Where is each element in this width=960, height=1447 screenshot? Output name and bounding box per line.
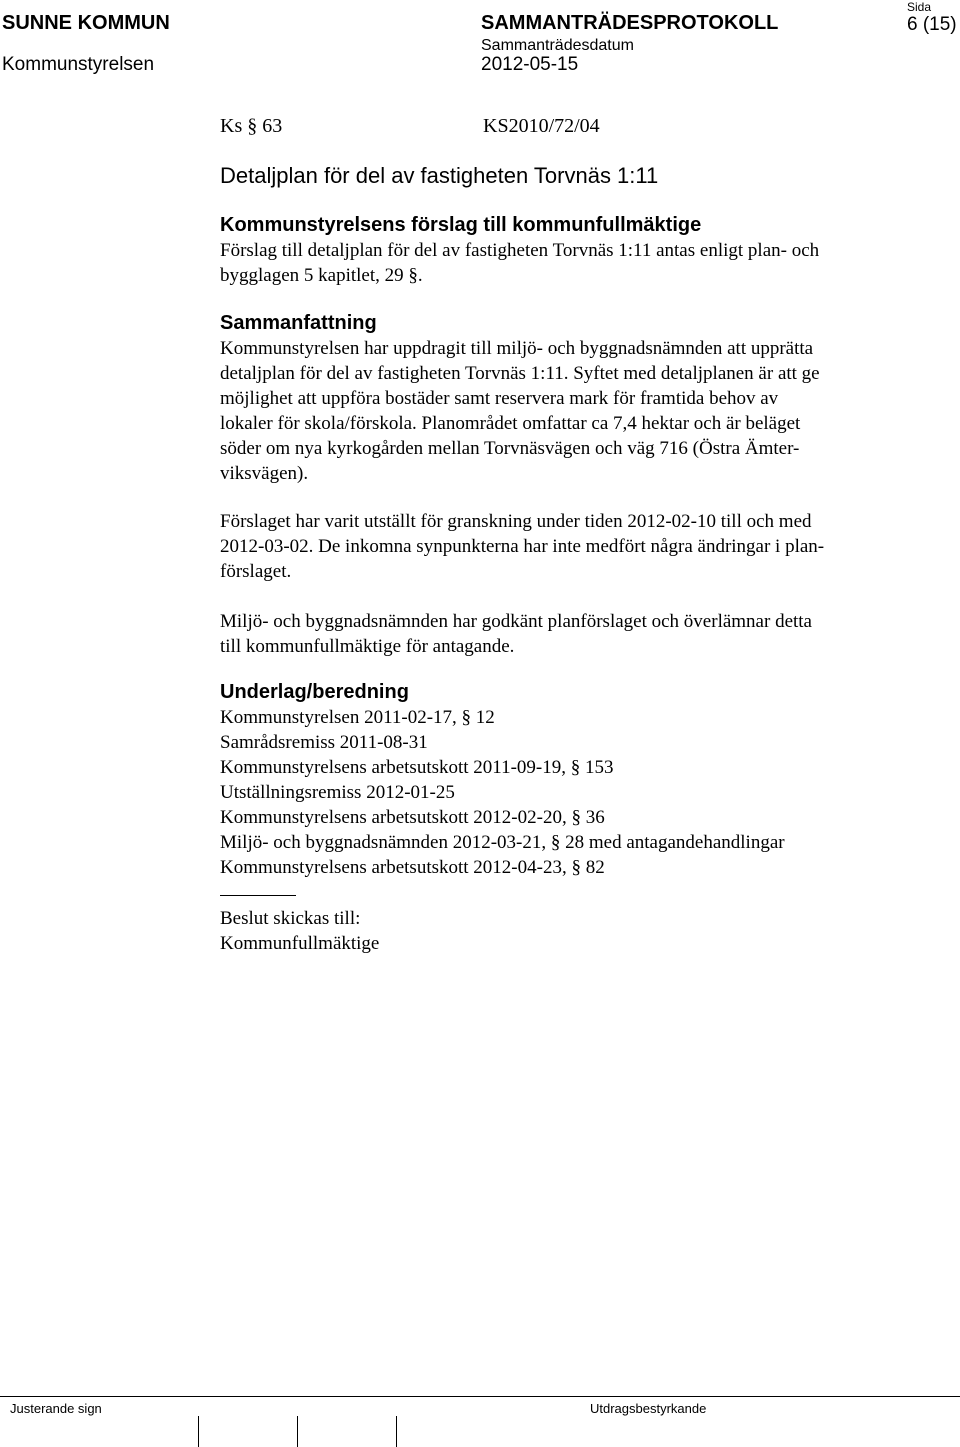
case-number: KS2010/72/04 (483, 115, 600, 137)
basis-item: Miljö- och byggnadsnämnden 2012-03-21, § 28 med antagandehandlingar (220, 832, 785, 853)
summary-section (220, 311, 940, 486)
signature-box-divider (297, 1416, 298, 1447)
extract-certification-label: Utdragsbestyrkande (590, 1401, 707, 1416)
summary-text-line: förslaget. (220, 561, 292, 582)
basis-heading: Underlag/beredning (220, 681, 409, 703)
summary-text-line: 2012-03-02. De inkomna synpunkterna har inte medfört några ändringar i plan- (220, 536, 825, 557)
basis-section (220, 680, 940, 880)
page-label: Sida (907, 0, 932, 14)
distribution-section (220, 906, 940, 956)
summary-text-line: möjlighet att uppföra bostäder samt reservera mark för framtida behov av (220, 388, 779, 409)
signature-box-divider (198, 1416, 199, 1447)
summary-text-line: lokaler för skola/förskola. Planområdet omfattar ca 7,4 hektar och är beläget (220, 413, 801, 434)
summary-paragraph-approval (220, 609, 940, 659)
summary-text-line: till kommunfullmäktige för antagande. (220, 636, 515, 657)
page-number: 6 (15) (907, 14, 957, 35)
org-name: SUNNE KOMMUN (2, 12, 170, 34)
distribution-label: Beslut skickas till: (220, 908, 361, 929)
document-type: SAMMANTRÄDESPROTOKOLL (481, 12, 779, 34)
basis-item: Samrådsremiss 2011-08-31 (220, 732, 428, 753)
summary-text-line: detaljplan för del av fastigheten Torvnäs 1:11. Syftet med detaljplanen är att ge (220, 363, 820, 384)
summary-paragraph-review (220, 509, 940, 584)
proposal-heading: Kommunstyrelsens förslag till kommunfullmäktige (220, 214, 702, 236)
distribution-recipient: Kommunfullmäktige (220, 933, 380, 954)
proposal-text-line: bygglagen 5 kapitlet, 29 §. (220, 265, 423, 286)
summary-text-line: Förslaget har varit utställt för granskning under tiden 2012-02-10 till och med (220, 511, 812, 532)
summary-heading: Sammanfattning (220, 312, 377, 334)
committee-name: Kommunstyrelsen (2, 54, 155, 75)
summary-text-line: Kommunstyrelsen har uppdragit till miljö- och byggnadsnämnden att upprätta (220, 338, 814, 359)
adjuster-signature-label: Justerande sign (10, 1401, 102, 1416)
meeting-date: 2012-05-15 (481, 54, 579, 75)
proposal-section (220, 213, 940, 288)
basis-item: Utställningsremiss 2012-01-25 (220, 782, 455, 803)
basis-item: Kommunstyrelsens arbetsutskott 2012-02-20, § 36 (220, 807, 605, 828)
meeting-date-label: Sammanträdesdatum (481, 37, 634, 54)
basis-item: Kommunstyrelsens arbetsutskott 2011-09-19, § 153 (220, 757, 614, 778)
basis-item: Kommunstyrelsens arbetsutskott 2012-04-23, § 82 (220, 857, 605, 878)
basis-item: Kommunstyrelsen 2011-02-17, § 12 (220, 707, 495, 728)
summary-text-line: viksvägen). (220, 463, 309, 484)
signature-box-divider (396, 1416, 397, 1447)
case-title: Detaljplan för del av fastigheten Torvnäs 1:11 (220, 163, 659, 188)
separator-rule (220, 895, 296, 896)
summary-text-line: Miljö- och byggnadsnämnden har godkänt planförslaget och överlämnar detta (220, 611, 812, 632)
case-paragraph: Ks § 63 (220, 115, 283, 137)
footer-divider (0, 1396, 960, 1397)
proposal-text-line: Förslag till detaljplan för del av fastigheten Torvnäs 1:11 antas enligt plan- och (220, 240, 820, 261)
summary-text-line: söder om nya kyrkogården mellan Torvnäsvägen och väg 716 (Östra Ämter- (220, 438, 800, 459)
